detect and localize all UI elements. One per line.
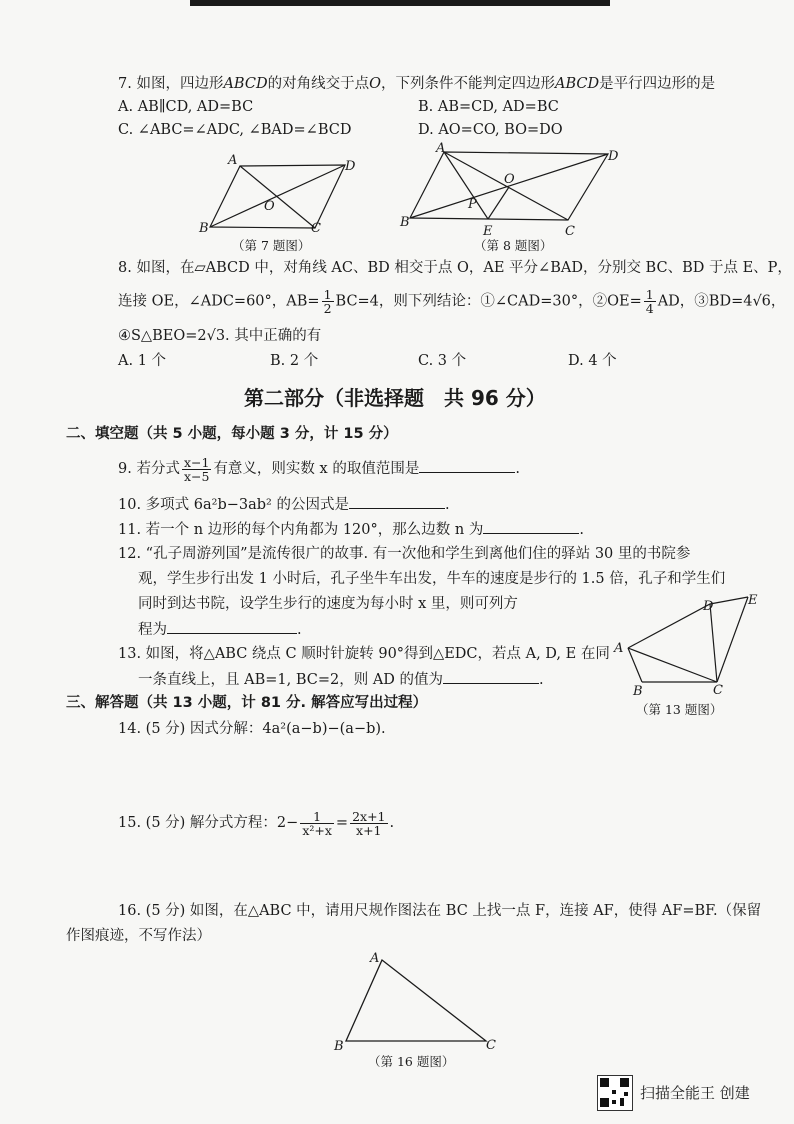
- q13-line-2: 一条直线上，且 AB=1, BC=2，则 AD 的值为 .: [138, 669, 544, 690]
- fig16-label-b: B: [334, 1039, 344, 1054]
- q9: 9. 若分式 $\frac{x-1}{x-5}$ 有意义，则实数 x 的取值范围是 .: [118, 454, 520, 484]
- q16-line-1: 16. (5 分) 如图，在△ABC 中，请用尺规作图法在 BC 上找一点 F，连接 AF，使得 AF=BF.（保留: [118, 903, 762, 919]
- fig13-label-b: B: [633, 684, 643, 699]
- q8-option-a: A. 1 个: [118, 353, 167, 369]
- fig8-label-d: D: [608, 149, 619, 164]
- figure-13: [612, 590, 772, 700]
- figure-16: [326, 950, 506, 1060]
- fig7-label-c: C: [311, 221, 321, 236]
- fig13-label-c: C: [713, 683, 723, 698]
- fig7-label-o: O: [264, 199, 275, 214]
- q8-option-c: C. 3 个: [418, 353, 467, 369]
- q12-line-4: 程为 .: [138, 619, 302, 640]
- q15: 15. (5 分) 解分式方程：2− $\frac{1}{\text{x²+x}}$ = $\frac{2x+1}{x+1}$ .: [118, 808, 395, 838]
- fig16-label-c: C: [486, 1038, 496, 1053]
- fig8-label-e: E: [483, 224, 493, 239]
- scanner-brand-text: 扫描全能王 创建: [640, 1084, 750, 1102]
- q11: 11. 若一个 n 边形的每个内角都为 120°，那么边数 n 为 .: [118, 519, 584, 540]
- fig13-label-d: D: [703, 599, 714, 614]
- q14: 14. (5 分) 因式分解：4a²(a−b)−(a−b).: [118, 721, 386, 737]
- figure-8: [398, 142, 628, 242]
- q9-answer-blank: [419, 458, 515, 473]
- section-2-heading: 二、填空题（共 5 小题，每小题 3 分，计 15 分）: [66, 426, 398, 442]
- fig8-caption: （第 8 题图）: [474, 238, 553, 253]
- fig13-caption: （第 13 题图）: [636, 702, 723, 717]
- q7-option-c: C. ∠ABC=∠ADC, ∠BAD=∠BCD: [118, 122, 352, 138]
- fig16-caption: （第 16 题图）: [368, 1054, 455, 1069]
- q13-line-1: 13. 如图，将△ABC 绕点 C 顺时针旋转 90°得到△EDC，若点 A, D, E 在同: [118, 646, 610, 662]
- fig8-label-p: P: [468, 197, 477, 212]
- fig7-label-b: B: [199, 221, 209, 236]
- scan-top-edge: [190, 0, 610, 6]
- fig8-label-b: B: [400, 215, 410, 230]
- q7-stem: 7. 如图，四边形ABCD的对角线交于点O，下列条件不能判定四边形ABCD是平行四边形的是: [118, 76, 716, 92]
- q10-answer-blank: [349, 494, 445, 509]
- q7-option-d: D. AO=CO, BO=DO: [418, 122, 563, 138]
- q7-option-b: B. AB=CD, AD=BC: [418, 99, 559, 115]
- q16-line-2: 作图痕迹，不写作法）: [66, 928, 211, 944]
- figure-7: [190, 150, 370, 240]
- q12-line-1: 12. “孔子周游列国”是流传很广的故事. 有一次他和学生到离他们住的驿站 30 里的书院参: [118, 546, 691, 562]
- fig7-label-a: A: [228, 153, 238, 168]
- fig7-label-d: D: [345, 159, 356, 174]
- fig8-label-c: C: [565, 224, 575, 239]
- part-2-title: 第二部分（非选择题 共 96 分）: [244, 386, 546, 410]
- q8-line-2: 连接 OE，∠ADC=60°，AB= $\frac{1}{2}$ BC=4，则下列结论：①∠CAD=30°，②OE= $\frac{1}{4}$ AD，③BD=4√6，: [118, 287, 786, 316]
- q7-option-a: A. AB∥CD, AD=BC: [118, 99, 254, 115]
- q12-line-2: 观，学生步行出发 1 小时后，孔子坐牛车出发，牛车的速度是步行的 1.5 倍，孔子和学生们: [138, 571, 726, 587]
- fig7-caption: （第 7 题图）: [232, 238, 311, 253]
- fig13-label-e: E: [748, 593, 758, 608]
- fig16-label-a: A: [370, 951, 380, 966]
- q12-line-3: 同时到达书院，设学生步行的速度为每小时 x 里，则可列方: [138, 596, 518, 612]
- section-3-heading: 三、解答题（共 13 小题，计 81 分. 解答应写出过程）: [66, 695, 428, 711]
- qr-code-icon: [597, 1075, 633, 1111]
- fig13-label-a: A: [614, 641, 624, 656]
- q8-line-3: ④S△BEO=2√3. 其中正确的有: [118, 328, 322, 344]
- q11-answer-blank: [483, 519, 579, 534]
- q8-option-b: B. 2 个: [270, 353, 319, 369]
- fig8-label-a: A: [436, 141, 446, 156]
- q13-answer-blank: [443, 669, 539, 684]
- q10: 10. 多项式 6a²b−3ab² 的公因式是 .: [118, 494, 450, 515]
- fig8-label-o: O: [504, 172, 515, 187]
- q12-answer-blank: [167, 619, 297, 634]
- q8-option-d: D. 4 个: [568, 353, 617, 369]
- q8-line-1: 8. 如图，在▱ABCD 中，对角线 AC、BD 相交于点 O，AE 平分∠BAD，分别交 BC、BD 于点 E、P，: [118, 260, 792, 276]
